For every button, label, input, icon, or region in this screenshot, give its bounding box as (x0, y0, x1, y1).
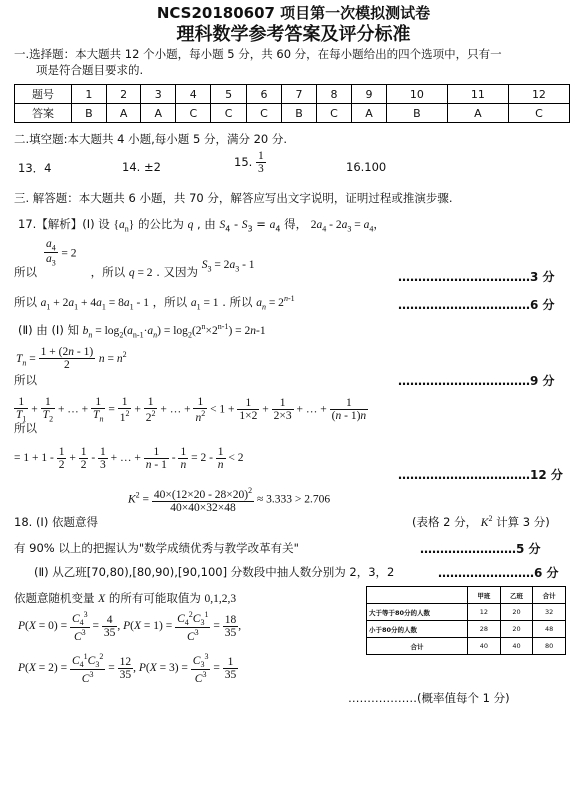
contingency-cell: 20 (500, 621, 533, 638)
q17-score6: ……………………………6 分 (398, 298, 555, 312)
answer-cell: B (282, 104, 317, 123)
answer-13: 13．4 (18, 161, 52, 175)
answer-15 (234, 150, 266, 175)
contingency-header-cell: 合计 (533, 587, 566, 604)
answer-cell: C (246, 104, 281, 123)
q17-tn: $T_n$ = $\frac{1 + (2n - 1)}{2}$ $n = n^2$ (16, 346, 127, 371)
q18-score5: ……………………5 分 (420, 542, 541, 556)
question-number-cell: 6 (246, 85, 281, 104)
q18-note: (表格 2 分， $K^2$ 计算 3 分) (412, 514, 550, 529)
q17-sum: $\frac{1}{T_1}$ + $\frac{1}{T_2}$ + … + $\frac{1}{T_n}$ = $\frac{1}{1^2}$ + $\frac{1}{2^2}$ + … + $\frac{1}{n^2}$ < 1 + $\frac{1}{1\times 2}$ + $\frac{1}{2\times 3}$ + … + $\frac{1}{(n - 1)n}$ (16, 396, 367, 424)
contingency-row-label: 大于等于80分的人数 (367, 604, 468, 621)
contingency-cell: 28 (468, 621, 501, 638)
answer-cell: B (386, 104, 447, 123)
contingency-cell: 12 (468, 604, 501, 621)
contingency-row-label: 小于80分的人数 (367, 621, 468, 638)
answer-table-answer-row (15, 104, 570, 123)
answer-cell: A (447, 104, 508, 123)
question-number-cell: 10 (386, 85, 447, 104)
question-number-cell: 4 (176, 85, 211, 104)
contingency-header-cell: 甲班 (468, 587, 501, 604)
answer-table-number-row (15, 85, 570, 104)
doc-title-line1: NCS20180607 项目第一次模拟测试卷 (156, 4, 431, 22)
question-number-cell: 9 (352, 85, 387, 104)
section3-heading: 三. 解答题：本大题共 6 小题，共 70 分，解答应写出文字说明，证明过程或推演步骤. (14, 191, 453, 205)
answer-table (14, 84, 570, 123)
q18-rv: 依题意随机变量 X 的所有可能取值为 0,1,2,3 (14, 591, 237, 605)
row-label-answer: 答案 (15, 104, 72, 123)
q17-line2: $\frac{a_4}{a_3}$ = 2 (46, 238, 77, 268)
question-number-cell: 7 (282, 85, 317, 104)
question-number-cell: 1 (72, 85, 107, 104)
q18-prob-line1: P(X = 0) = $\frac{C_4^3}{C^3}$ = $\frac{4}{35}$ , P(X = 1) = $\frac{C_4^2C_3^1}{C^3}$ = $\frac{18}{35}$ , (18, 610, 242, 643)
q17-suoyi4: 所以 (14, 421, 37, 435)
q18-part2: (Ⅱ) 从乙班[70,80),[80,90),[90,100] 分数段中抽人数分别为 2，3，2 (34, 565, 395, 579)
contingency-header-cell: 乙班 (500, 587, 533, 604)
q17-line3: 所以 $a_1 + 2a_1 + 4a_1 = 8a_1 - 1$ ，所以 $a_1 = 1$ . 所以 $a_n = 2^{n-1}$ (14, 294, 295, 312)
q18-score6: ……………………6 分 (438, 566, 559, 580)
q18-rv-values: 0,1,2,3 (204, 593, 237, 605)
contingency-row (367, 638, 566, 655)
answer-15-label: 15. (234, 155, 253, 169)
q18-approx: ≈ 3.333 > 2.706 (257, 493, 331, 506)
doc-title-line2: 理科数学参考答案及评分标准 (176, 24, 411, 45)
question-number-cell: 8 (316, 85, 351, 104)
q17-score3: ……………………………3 分 (398, 270, 555, 284)
answer-cell: A (141, 104, 176, 123)
answer-15-numerator: 1 (257, 150, 264, 162)
q18-intro: 18. (Ⅰ) 依题意得 (14, 515, 98, 529)
row-label-number: 题号 (15, 85, 72, 104)
question-number-cell: 2 (106, 85, 141, 104)
answer-cell: C (211, 104, 246, 123)
question-number-cell: 12 (508, 85, 569, 104)
answer-14: 14. ±2 (122, 160, 161, 174)
q17-score12: ……………………………12 分 (398, 468, 563, 482)
q18-k2: $K^2$ = $\frac{40\times(12\times 20 - 28\times 20)^2}{40\times 40\times 32\times 48}$ ≈ 3.333 > 2.706 (128, 486, 331, 514)
answer-cell: C (508, 104, 569, 123)
answer-15-denominator: 3 (257, 163, 264, 175)
answer-16: 16.100 (346, 160, 387, 174)
q17-sum2: = 1 + 1 - $\frac{1}{2}$ + $\frac{1}{2}$ - $\frac{1}{3}$ + … + $\frac{1}{n - 1}$ - $\frac{1}{n}$ = 2 - $\frac{1}{n}$ < 2 (14, 446, 244, 471)
q17-intro: 17.【解析】(Ⅰ) 设 $\{a_n\}$ 的公比为 q , 由 $S_4 - S_3 = a_4$ 得， $2a_4 - 2a_3 = a_4$， (18, 217, 385, 234)
contingency-cell: 32 (533, 604, 566, 621)
answer-cell: C (316, 104, 351, 123)
section1-heading: 一.选择题：本大题共 12 个小题，每小题 5 分，共 60 分，在每小题给出的四个选项中，只有一 (14, 47, 502, 61)
contingency-cell: 20 (500, 604, 533, 621)
contingency-header-cell (367, 587, 468, 604)
section1-heading2: 项是符合题目要求的. (36, 63, 144, 77)
contingency-table (366, 586, 566, 655)
contingency-cell: 48 (533, 621, 566, 638)
contingency-cell: 40 (468, 638, 501, 655)
question-number-cell: 5 (211, 85, 246, 104)
contingency-row (367, 604, 566, 621)
question-number-cell: 11 (447, 85, 508, 104)
section2-heading: 二.填空题:本大题共 4 小题,每小题 5 分，满分 20 分. (14, 132, 288, 146)
q18-prob-note: ………………(概率值每个 1 分) (348, 691, 510, 705)
q18-prob-line2: P(X = 2) = $\frac{C_4^1C_3^2}{C^3}$ = $\frac{12}{35}$ , P(X = 3) = $\frac{C_3^3}{C^3}$ = $\frac{1}{35}$ (18, 652, 237, 685)
contingency-cell: 80 (533, 638, 566, 655)
q17-part2: (Ⅱ) 由 (Ⅰ) 知 $b_n = \log_2(a_{n-1}\cdot a_n) = \log_2(2^n\times 2^{n-1}) = 2n-1$ (18, 322, 266, 340)
answer-15-fraction (256, 150, 266, 175)
q17-suoyi3: 所以 (14, 373, 37, 387)
contingency-row (367, 621, 566, 638)
q17-line2b: 所以 ，所以 q = 2 . 又因为 $S_3 = 2a_3 - 1$ (14, 259, 255, 279)
contingency-row-label: 合计 (367, 638, 468, 655)
q17-score9: ……………………………9 分 (398, 374, 555, 388)
question-number-cell: 3 (141, 85, 176, 104)
answer-cell: B (72, 104, 107, 123)
contingency-header-row (367, 587, 566, 604)
contingency-cell: 40 (500, 638, 533, 655)
answer-cell: A (352, 104, 387, 123)
answer-cell: C (176, 104, 211, 123)
answer-cell: A (106, 104, 141, 123)
q18-conclusion: 有 90% 以上的把握认为"数学成绩优秀与教学改革有关" (14, 541, 299, 555)
